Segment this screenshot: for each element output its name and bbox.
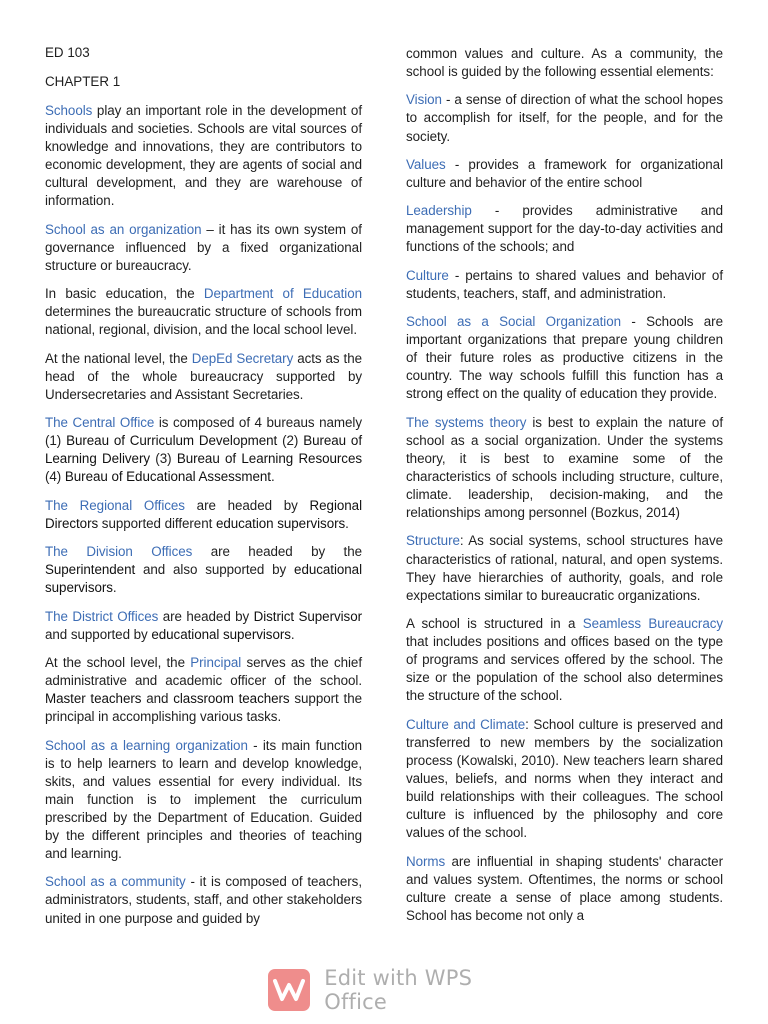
paragraph-text: : School culture is preserved and transferred to new members by the socialization process (Kowalski, 2010). New teachers learn shared values, beliefs, and norms when they interact and build relationships with their colleagues. The school culture is influenced by the philosophy and core values of the school. [406,716,723,841]
paragraph-text: are influential in shaping students' character and values system. Oftentimes, the norms or school culture create a sense of place among students. School has become not only a [406,853,723,923]
key-term: Leadership [406,203,472,219]
paragraph [45,221,362,275]
left-column [45,44,362,938]
left-paragraphs [45,102,362,928]
key-term: The Division Offices [45,544,193,560]
named-entity: classroom teachers [173,691,290,707]
paragraph [45,350,362,404]
paragraph-text: serves as the chief administrative and academic officer of the school. [45,654,362,689]
paragraph-text: and also supported by [135,562,295,578]
key-term: Department of Education [203,286,362,302]
paragraph-text: . [290,626,295,642]
paragraph-text: are headed by the [192,544,363,560]
paragraph-text: - it is composed of teachers, administrators, students, staff, and other stakeholders united in one purpose and guided by [45,874,362,926]
paragraph-text: . [112,580,117,596]
paragraph-text: - pertains to shared values and behavior of students, teachers, staff, and administration. [406,267,723,301]
chapter-heading: CHAPTER 1 [45,74,121,89]
paragraph-text: supported different [98,515,216,531]
paragraph-text: - a sense of direction of what the school hopes to accomplish for itself, for the people, and for the society. [406,92,723,144]
paragraph-text: At the school level, the [45,654,191,670]
key-term: School as a learning organization [45,737,248,753]
key-term: Values [406,156,446,172]
paragraph-text: support the principal in accomplishing various tasks. [45,691,362,725]
key-term: The District Offices [45,608,159,624]
paragraph [406,716,723,843]
paragraph-text: : As social systems, school structures have characteristics of rational, natural, and open systems. They have hierarchies of authority, goals, and role expectations similar to bureaucratic organizations. [406,533,723,603]
paragraph [45,497,362,533]
paragraph-text: and supported by [45,626,152,642]
key-term: Schools [45,103,93,118]
paragraph [406,414,723,523]
paragraph-text: . [270,469,275,485]
paragraph [45,285,362,339]
paragraph-text: - its main function is to help learners to learn and develop knowledge, skits, and values essential for every individual. Its main function is to implement the curriculum prescribed by the Department of Education. Guided by the different principles and theories of teaching and learning. [45,737,362,862]
key-term: Structure [406,533,460,549]
paragraph [406,313,723,403]
paragraph-text: that includes positions and offices based on the type of programs and services offered by the school. The size or the population of the school also determines the structure of the school. [406,634,723,704]
right-paragraphs [406,45,723,925]
paragraph [45,608,362,644]
paragraph-text: is best to explain the nature of school as a social organization. Under the systems theory, it is best to examine some of the characteristics of schools including structure, culture, climate. leadership, decision-making, and the relationships among personnel (Bozkus, 2014) [406,414,723,521]
paragraph [406,156,723,192]
paragraph [45,737,362,864]
wps-logo-icon [268,969,310,1011]
named-entity: educational supervisors [151,626,291,642]
paragraph-text: – it has its own system of governance influenced by a fixed organizational structure or bureaucracy. [45,221,362,273]
paragraph [45,102,362,211]
paragraph [406,267,723,303]
key-term: School as a community [45,874,186,890]
paragraph-text: (4) [45,469,65,485]
paragraph-text: (3) [150,451,177,467]
named-entity: Superintendent [45,562,136,578]
key-term: Culture [406,267,449,283]
key-term: Culture and Climate [406,716,526,732]
paragraph-text: and [141,691,174,707]
key-term: The Central Office [45,415,155,431]
paragraph-text: A school is structured in a [406,616,583,632]
key-term: Vision [406,92,442,108]
named-entity: Bureau of Curriculum Development [66,433,278,449]
key-term: Principal [190,654,242,670]
paragraph-text: is composed of 4 bureaus namely (1) [45,415,362,449]
key-term: The Regional Offices [45,497,185,513]
right-column [406,45,723,935]
paragraph-text: - Schools are important organizations that prepare young children of their future roles as productive citizens in the country. The way schools fulfill this function has a strong effect on the quality of education they provide. [406,314,723,402]
key-term: DepEd Secretary [191,350,294,366]
key-term: School as an organization [45,221,202,237]
paragraph [45,654,362,726]
named-entity: Master teachers [45,691,142,707]
paragraph-text: At the national level, the [45,350,192,366]
paragraph-text: are headed by [158,608,254,624]
named-entity: Regional Directors [45,497,362,531]
paragraph-text: - provides administrative and management support for the day-to-day activities and functions of the schools; and [406,203,723,255]
paragraph-text: - provides a framework for organizational culture and behavior of the entire school [406,156,723,190]
named-entity: education supervisors [215,515,346,531]
paragraph-text: . [345,515,349,531]
paragraph-text: determines the bureaucratic structure of schools from national, regional, division, and the local school level. [45,304,362,338]
key-term: Norms [406,853,446,869]
named-entity: Bureau of Educational Assessment [64,469,271,485]
paragraph [45,873,362,927]
paragraph-text: acts as the head of the whole bureaucracy supported by Undersecretaries and Assistant Secretaries. [45,350,362,402]
paragraph [406,853,723,925]
paragraph [406,202,723,256]
paragraph [45,543,362,597]
paragraph-text: common values and culture. As a community, the school is guided by the following essential elements: [406,46,723,80]
paragraph [406,45,723,81]
key-term: The systems theory [406,414,527,430]
named-entity: Bureau of Learning Delivery [45,433,363,467]
course-code: ED 103 [45,45,90,60]
paragraph [406,615,723,705]
paragraph-text: In basic education, the [45,286,204,302]
named-entity: Bureau of Learning Resources [176,451,362,467]
paragraph [45,414,362,486]
wps-watermark [268,968,524,1012]
paragraph-text: are headed by [184,497,310,513]
paragraph-text: play an important role in the development of individuals and societies. Schools are vital sources of knowledge and innovations, they are contributors to economic development, they are agents of social and cultural development, and they are warehouse of information. [45,103,362,209]
paragraph [406,532,723,604]
named-entity: educational supervisors [45,562,362,596]
watermark-text: Edit with WPS Office [324,966,473,1014]
named-entity: District Supervisor [253,608,362,624]
key-term: School as a Social Organization [406,314,622,330]
paragraph-text: (2) [277,433,304,449]
paragraph [406,91,723,145]
key-term: Seamless Bureaucracy [582,616,724,632]
